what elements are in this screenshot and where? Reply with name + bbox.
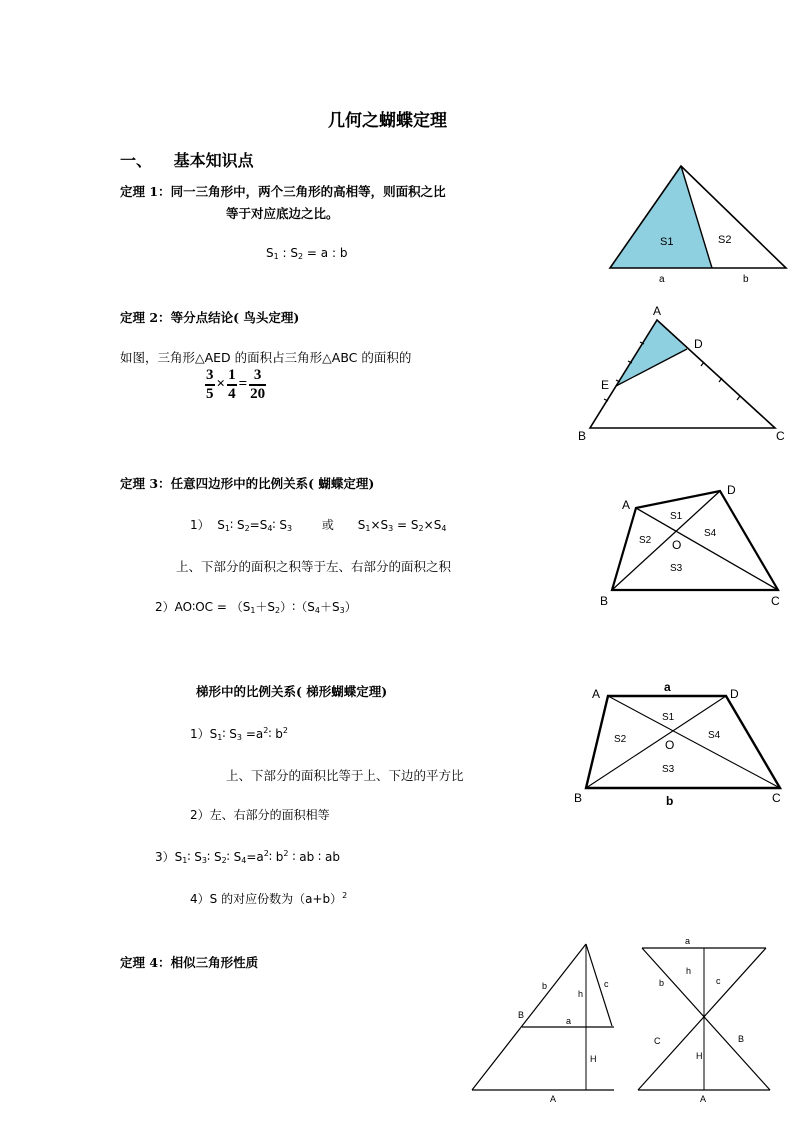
label-B: B: [600, 594, 609, 608]
label-s1: S1: [662, 712, 675, 723]
label-C: C: [654, 1036, 661, 1046]
label-O: O: [672, 538, 682, 552]
label-b: b: [666, 794, 674, 808]
section-heading: [120, 148, 254, 171]
label-H: H: [590, 1054, 597, 1064]
label-A: A: [622, 498, 631, 512]
trapezoid-item1-desc: 上、下部分的面积比等于上、下边的平方比: [226, 768, 464, 783]
theorem1-formula: $S_1$ : $S_2 = a$ : b: [266, 246, 348, 261]
fraction-1-4: $\frac{1}{4}$: [228, 367, 236, 402]
cross-line-2: [638, 948, 766, 1090]
label-h: h: [686, 966, 692, 976]
label-D: D: [694, 337, 703, 351]
label-s1: S1: [670, 511, 683, 522]
triangle-abc-outline: [590, 320, 775, 428]
theorem4-label: 定理 4：: [120, 955, 171, 970]
theorem2-heading: [120, 308, 299, 326]
theorem2-fraction-expr: $\frac{3}{5}$ × $\frac{1}{4}$ = $\frac{3}{20}$: [206, 367, 266, 402]
theorem2-desc: 如图，三角形△AED 的面积占三角形△ABC 的面积的: [120, 350, 412, 365]
label-c: c: [604, 979, 609, 989]
label-s2: S2: [614, 734, 627, 745]
label-B: B: [518, 1010, 525, 1020]
trapezoid-item4: 4）S 的对应份数为$(a+b)^2$: [190, 891, 348, 906]
theorem2-label: 定理 2：: [120, 310, 171, 325]
label-a: a: [566, 1016, 572, 1026]
label-A: A: [653, 304, 662, 318]
theorem2-text: 等分点结论( 鸟头定理): [170, 310, 300, 325]
label-O: O: [665, 738, 675, 752]
section-title: 基本知识点: [173, 151, 254, 170]
label-B: B: [574, 791, 583, 805]
label-A: A: [592, 687, 601, 701]
trapezoid-figure: [568, 676, 794, 810]
label-a: a: [664, 680, 671, 694]
label-a: a: [659, 274, 665, 285]
trapezoid-item1: $1)S_1∶$ $S_3$ $=a^2∶$ $b^2$: [190, 726, 288, 742]
label-s3: S3: [662, 764, 675, 775]
theorem1-line1: [120, 182, 446, 200]
theorem4-figure-right: [632, 934, 782, 1106]
label-C: C: [771, 594, 780, 608]
label-H: H: [696, 1051, 703, 1061]
label-B: B: [578, 429, 587, 443]
theorem1-label: 定理 1：: [120, 184, 171, 199]
theorem1-text: 同一三角形中，两个三角形的高相等，则面积之比: [170, 184, 446, 199]
theorem3-text: 任意四边形中的比例关系( 蝴蝶定理): [170, 476, 375, 491]
theorem4-heading: [120, 953, 258, 971]
label-s4: S4: [704, 528, 717, 539]
label-E: E: [601, 378, 610, 392]
theorem3-item1-desc: 上、下部分的面积之积等于左、右部分的面积之积: [176, 559, 452, 574]
page-title: 几何之蝴蝶定理: [328, 111, 447, 131]
theorem3-heading: [120, 474, 374, 492]
label-s2: S2: [718, 234, 732, 246]
label-s2: S2: [639, 535, 652, 546]
label-B: B: [738, 1034, 745, 1044]
label-s1: S1: [660, 236, 674, 248]
theorem4-figure-left: [466, 940, 620, 1106]
cross-line-1: [642, 948, 770, 1090]
label-s3: S3: [670, 563, 683, 574]
label-b: b: [542, 981, 548, 991]
trapezoid-item2: 2）左、右部分的面积相等: [190, 808, 330, 822]
label-s4: S4: [708, 730, 721, 741]
fraction-3-20: $\frac{3}{20}$: [250, 367, 266, 402]
theorem2-figure: [570, 300, 794, 450]
label-A: A: [700, 1094, 707, 1104]
label-A: A: [550, 1094, 557, 1104]
theorem1-line2: 等于对应底边之比。: [226, 206, 339, 221]
theorem3-item2: 2）AO∶OC = $(S_1+S_2)∶(S_4+S_3)$: [155, 600, 357, 615]
theorem1-figure: [600, 160, 794, 290]
label-c: c: [716, 976, 721, 986]
theorem3-figure: [590, 478, 794, 610]
diagonal-bd: [586, 696, 726, 788]
section-number: 一、: [120, 151, 153, 170]
theorem3-label: 定理 3：: [120, 476, 171, 491]
label-C: C: [776, 429, 785, 443]
label-b: b: [659, 978, 665, 988]
label-D: D: [730, 687, 739, 701]
label-h: h: [578, 989, 584, 999]
trapezoid-item3: $3)S_1∶$ $S_3∶$ $S_2∶$ $S_4=a^2∶$ $b^2$ ∶ ab ∶ ab: [155, 849, 340, 865]
label-a: a: [685, 936, 691, 946]
theorem3-item1: 1） $S_1∶$ $S_2=S_4∶$ $S_3$ 或 $S_1\times S_3 = S_2\times S_4$: [190, 518, 447, 533]
fraction-3-5: $\frac{3}{5}$: [206, 367, 214, 402]
label-b: b: [743, 274, 749, 285]
label-C: C: [772, 791, 781, 805]
label-D: D: [727, 483, 736, 497]
trapezoid-heading: 梯形中的比例关系( 梯形蝴蝶定理): [196, 684, 388, 699]
theorem4-text: 相似三角形性质: [170, 955, 259, 970]
